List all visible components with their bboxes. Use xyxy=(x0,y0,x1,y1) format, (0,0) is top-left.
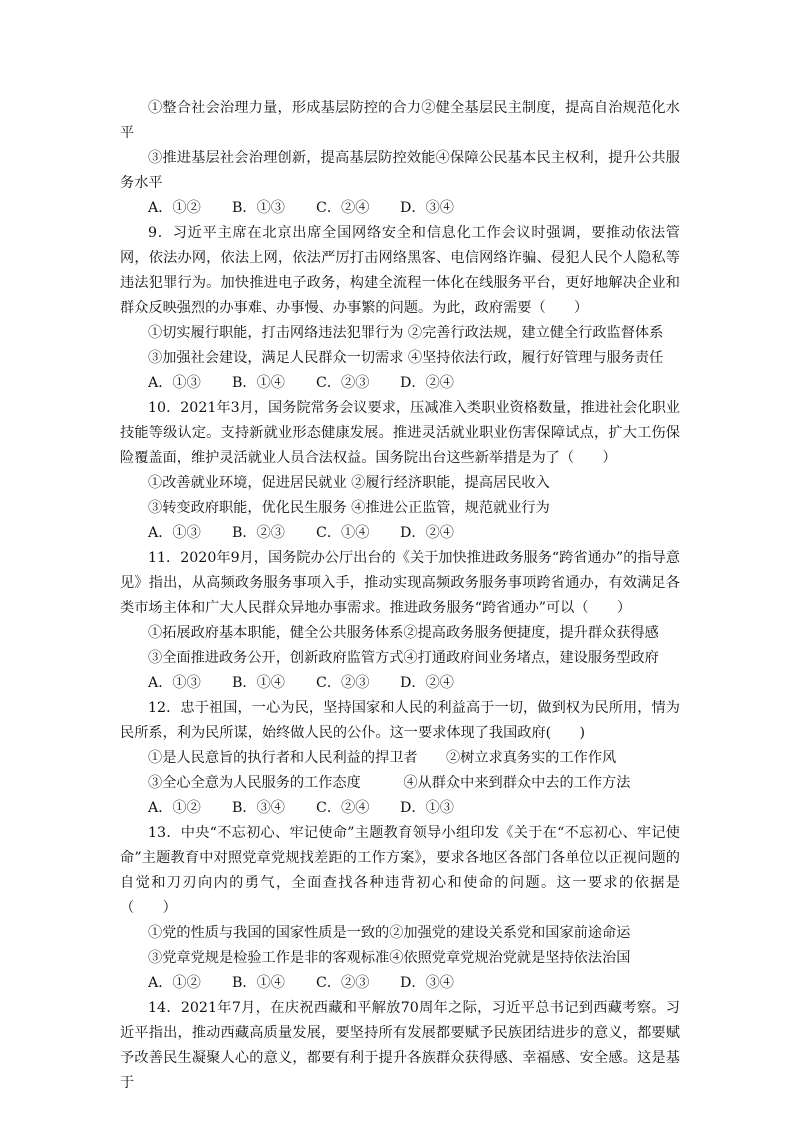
q11-item-2: ③全面推进政务公开，创新政府监管方式④打通政府间业务堵点，建设服务型政府 xyxy=(148,650,659,666)
q14-stem: 14．2021年7月，在庆祝西藏和平解放70周年之际，习近平总书记到西藏考察。习近平指出，推动西藏高质量发展，要坚持所有发展都要赋予民族团结进步的意义，都要赋予改善民生凝聚人心的意义，都要有利于提升各族群众获得感、幸福感、安全感。这是基于 xyxy=(120,1000,680,1091)
q13-option-d: D．③④ xyxy=(400,975,454,991)
q11-item-1: ①拓展政府基本职能，健全公共服务体系②提高政务服务便捷度，提升群众获得感 xyxy=(148,625,659,641)
q10-stem: 10．2021年3月，国务院常务会议要求，压减准入类职业资格数量，推进社会化职业技能等级认定。支持新就业形态健康发展。推进灵活就业职业伤害保障试点，扩大工伤保险覆盖面，维护灵活就业人员合法权益。国务院出台这些新举措是为了（ ） xyxy=(120,400,680,466)
q8-option-c: C．②④ xyxy=(316,200,370,216)
q9-option-a: A．①③ xyxy=(148,375,201,391)
q10-item-2: ③转变政府职能，优化民生服务 ④推进公正监管，规范就业行为 xyxy=(148,500,550,516)
q12-item-1: ①是人民意旨的执行者和人民利益的捍卫者 ②树立求真务实的工作作风 xyxy=(148,750,617,766)
q9-option-d: D．②④ xyxy=(400,375,454,391)
q13-item-1: ①党的性质与我国的国家性质是一致的②加强党的建设关系党和国家前途命运 xyxy=(148,925,631,941)
q12-options xyxy=(120,796,680,821)
q13-option-b: B．①④ xyxy=(232,975,285,991)
q12-stem: 12．忠于祖国，一心为民，坚持国家和人民的利益高于一切，做到权为民所用，情为民所系，利为民所谋，始终做人民的公仆。这一要求体现了我国政府( ) xyxy=(120,700,680,741)
q12-option-a: A．①② xyxy=(148,800,201,816)
q10-option-d: D．②④ xyxy=(400,525,454,541)
q13-options xyxy=(120,971,680,996)
q9-options xyxy=(120,371,680,396)
q10-option-a: A．①③ xyxy=(148,525,201,541)
q10-options xyxy=(120,521,680,546)
q12-option-b: B．③④ xyxy=(232,800,285,816)
q9-stem: 9．习近平主席在北京出席全国网络安全和信息化工作会议时强调，要推动依法管网，依法办网，依法上网，依法严厉打击网络黑客、电信网络诈骗、侵犯人民个人隐私等违法犯罪行为。加快推进电子政务，构建全流程一体化在线服务平台，更好地解决企业和群众反映强烈的办事难、办事慢、办事繁的问题。为此，政府需要（ ） xyxy=(120,225,680,316)
q13-option-a: A．①② xyxy=(148,975,201,991)
q9-item-1: ①切实履行职能，打击网络违法犯罪行为 ②完善行政法规，建立健全行政监督体系 xyxy=(148,325,664,341)
q13-option-c: C．②③ xyxy=(316,975,370,991)
q10-option-b: B．②③ xyxy=(232,525,285,541)
q11-stem: 11．2020年9月，国务院办公厅出台的《关于加快推进政务服务“跨省通办”的指导意见》指出，从高频政务服务事项入手，推动实现高频政务服务事项跨省通办，有效满足各类市场主体和广大人民群众异地办事需求。推进政务服务“跨省通办”可以（ ） xyxy=(120,550,680,616)
q13-stem: 13．中央“不忘初心、牢记使命”主题教育领导小组印发《关于在“不忘初心、牢记使命”主题教育中对照党章党规找差距的工作方案》，要求各地区各部门各单位以正视问题的自觉和刀刃向内的勇气，全面查找各种违背初心和使命的问题。这一要求的依据是（ ） xyxy=(120,825,680,916)
q11-option-d: D．②④ xyxy=(400,675,454,691)
q8-item-1: ①整合社会治理力量，形成基层防控的合力②健全基层民主制度，提高自治规范化水平 xyxy=(120,100,680,141)
q12-option-d: D．①③ xyxy=(400,800,454,816)
q11-option-b: B．①④ xyxy=(232,675,285,691)
q8-option-b: B．①③ xyxy=(232,200,285,216)
exam-page xyxy=(120,96,680,1096)
q9-item-2: ③加强社会建设，满足人民群众一切需求 ④坚持依法行政，履行好管理与服务责任 xyxy=(148,350,664,366)
q8-options xyxy=(120,196,680,221)
q11-option-a: A．①③ xyxy=(148,675,201,691)
q9-option-c: C．②③ xyxy=(316,375,370,391)
q12-item-2: ③全心全意为人民服务的工作态度 ④从群众中来到群众中去的工作方法 xyxy=(148,775,631,791)
q12-option-c: C．②④ xyxy=(316,800,370,816)
q8-option-a: A．①② xyxy=(148,200,201,216)
q9-option-b: B．①④ xyxy=(232,375,285,391)
q11-options xyxy=(120,671,680,696)
q11-option-c: C．②③ xyxy=(316,675,370,691)
q8-item-2: ③推进基层社会治理创新，提高基层防控效能④保障公民基本民主权利，提升公共服务水平 xyxy=(120,150,680,191)
q13-item-2: ③党章党规是检验工作是非的客观标准④依照党章党规治党就是坚持依法治国 xyxy=(148,950,631,966)
q10-option-c: C．①④ xyxy=(316,525,370,541)
q8-option-d: D．③④ xyxy=(400,200,454,216)
q10-item-1: ①改善就业环境，促进居民就业 ②履行经济职能，提高居民收入 xyxy=(148,475,550,491)
